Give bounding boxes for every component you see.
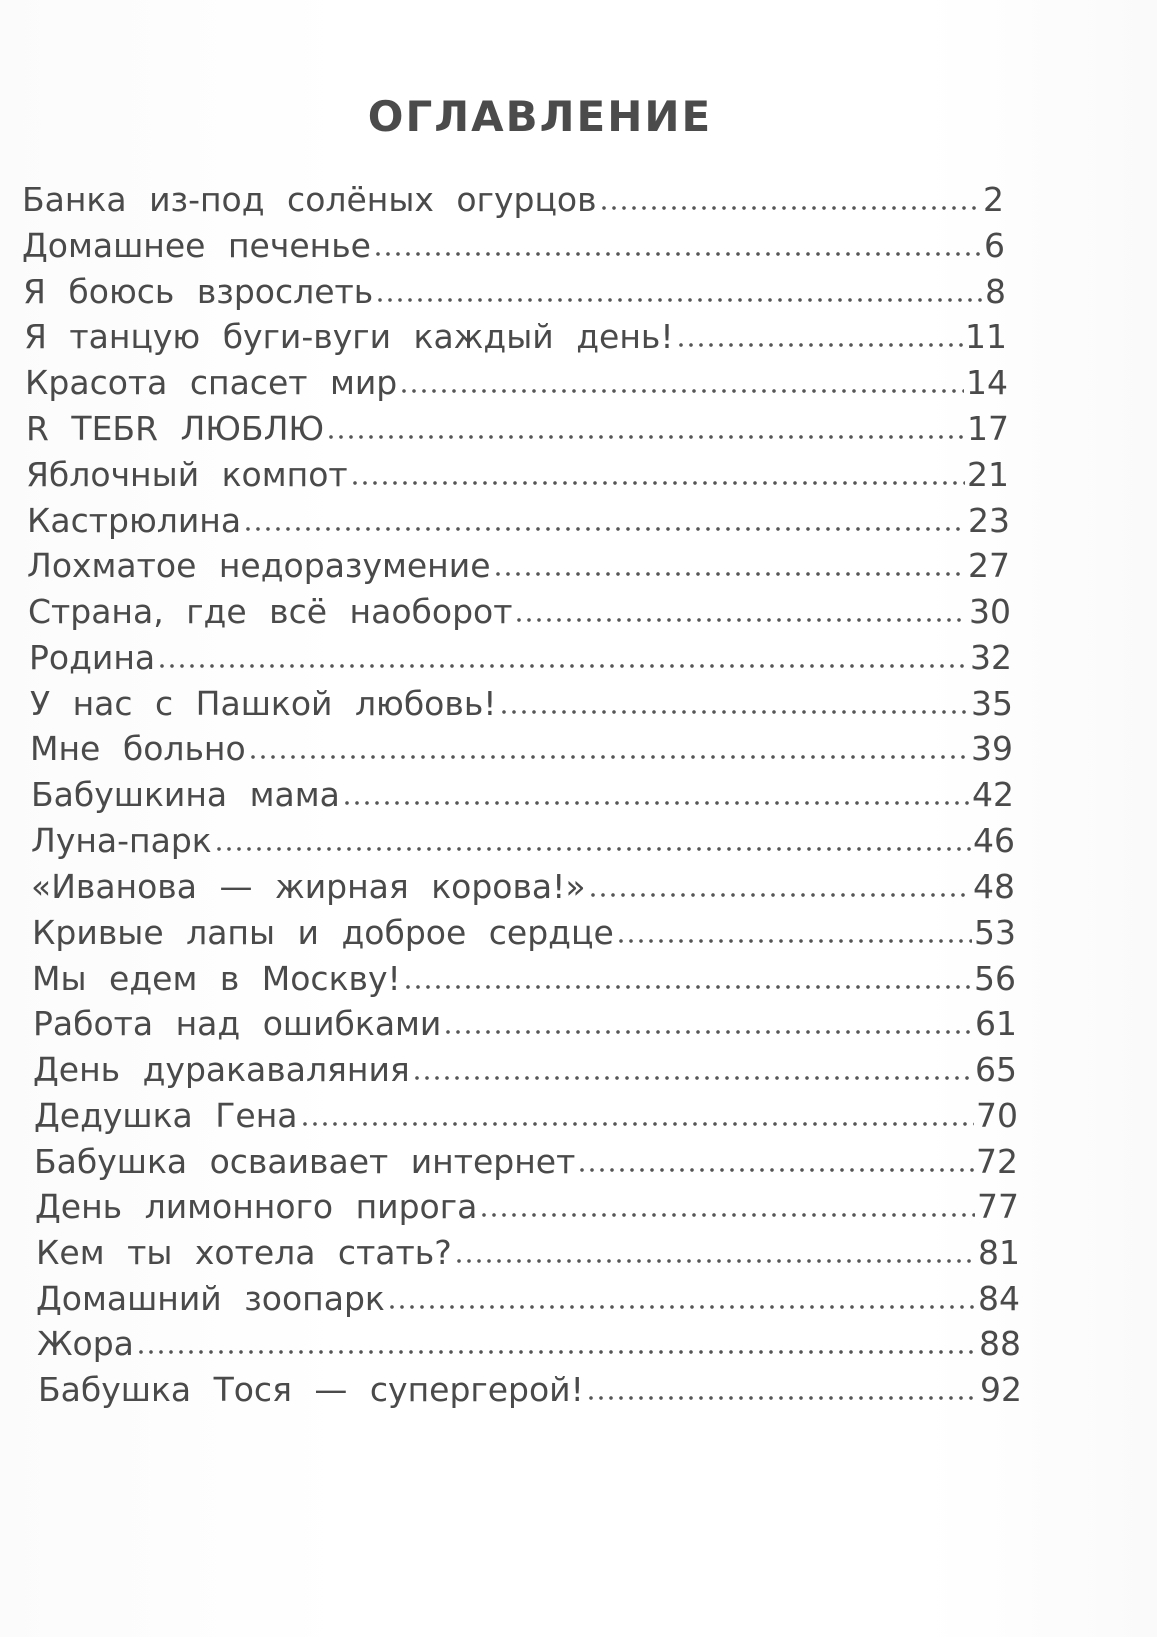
- toc-entry-page: 61: [975, 1004, 1017, 1043]
- toc-entry-page: 48: [973, 867, 1015, 906]
- toc-entry: [31, 771, 1014, 815]
- toc-entry-page: 65: [975, 1050, 1017, 1089]
- toc-entry-page: 27: [968, 546, 1010, 585]
- toc-entry: [26, 451, 1009, 495]
- toc-entry-page: 17: [967, 409, 1009, 448]
- toc-entry-title: «Иванова — жирная корова!»: [31, 867, 586, 906]
- dot-leader: [248, 754, 969, 760]
- dot-leader: [588, 892, 971, 898]
- toc-entry-title: Яблочный компот: [26, 455, 348, 494]
- toc-entry-title: Я боюсь взрослеть: [23, 272, 374, 311]
- toc-entry: [27, 497, 1010, 541]
- toc-entry-page: 32: [970, 638, 1012, 677]
- toc-entry: [30, 725, 1013, 769]
- toc-entry-title: Мы едем в Москву!: [32, 959, 401, 998]
- dot-leader: [243, 526, 966, 532]
- toc-entry-page: 14: [966, 363, 1008, 402]
- toc-entry: [28, 588, 1011, 632]
- toc-entry: [23, 268, 1006, 312]
- toc-entry: [34, 1138, 1018, 1182]
- toc-entry: [33, 1000, 1017, 1044]
- dot-leader: [399, 388, 964, 394]
- toc-entry: [31, 863, 1015, 907]
- toc-entry-page: 88: [979, 1324, 1021, 1363]
- dot-leader: [493, 571, 966, 577]
- toc-entry-title: Банка из-под солёных огурцов: [22, 180, 597, 219]
- toc-entry: [32, 955, 1016, 999]
- dot-leader: [387, 1304, 976, 1310]
- toc-entry: [32, 909, 1016, 953]
- toc-entry: [34, 1092, 1018, 1136]
- dot-leader: [136, 1349, 977, 1355]
- dot-leader: [454, 1258, 976, 1264]
- dot-leader: [499, 709, 970, 715]
- toc-entry-title: Работа над ошибками: [33, 1004, 442, 1043]
- toc-entry-title: Родина: [29, 638, 156, 677]
- toc-entry-title: Дедушка Гена: [34, 1096, 298, 1135]
- page-title: ОГЛАВЛЕНИЕ: [367, 92, 713, 141]
- toc-entry-page: 53: [974, 913, 1016, 952]
- toc-entry: [25, 359, 1008, 403]
- dot-leader: [443, 1029, 973, 1035]
- toc-entry: [37, 1320, 1021, 1364]
- toc-entry-title: Домашнее печенье: [22, 226, 371, 265]
- toc-entry-title: R ТЕБR ЛЮБЛЮ: [26, 409, 325, 448]
- toc-entry-title: Мне больно: [30, 729, 246, 768]
- toc-entry-page: 81: [978, 1233, 1020, 1272]
- dot-leader: [403, 984, 972, 990]
- toc-entry-page: 2: [983, 180, 1004, 219]
- toc-entry: [30, 680, 1013, 724]
- toc-entry-page: 42: [972, 775, 1014, 814]
- toc-entry-page: 30: [969, 592, 1011, 631]
- toc-entry: [27, 542, 1010, 586]
- toc-entry-page: 72: [976, 1142, 1018, 1181]
- toc-entry-title: Бабушка осваивает интернет: [34, 1142, 576, 1181]
- dot-leader: [412, 1075, 973, 1081]
- toc-entry-page: 6: [984, 226, 1005, 265]
- toc-entry-title: Кастрюлина: [27, 501, 242, 540]
- toc-entry-page: 35: [971, 684, 1013, 723]
- toc-entry: [22, 176, 1004, 220]
- dot-leader: [479, 1212, 975, 1218]
- toc-entry-title: Луна-парк: [31, 821, 212, 860]
- toc-entry: [33, 1046, 1017, 1090]
- toc-entry-title: Бабушка Тося — супергерой!: [38, 1370, 584, 1409]
- dot-leader: [300, 1121, 975, 1127]
- toc-entry-page: 8: [985, 272, 1006, 311]
- toc-entry-title: Бабушкина мама: [31, 775, 340, 814]
- toc-entry: [36, 1275, 1020, 1319]
- dot-leader: [157, 663, 968, 669]
- toc-entry: [26, 405, 1009, 449]
- dot-leader: [350, 480, 965, 486]
- dot-leader: [373, 251, 981, 257]
- toc-entry-page: 56: [974, 959, 1016, 998]
- toc-entry: [24, 313, 1007, 357]
- toc-entry-title: Я танцую буги-вуги каждый день!: [24, 317, 674, 356]
- toc-entry-title: Жора: [37, 1324, 134, 1363]
- dot-leader: [375, 297, 982, 303]
- toc-entry: [35, 1183, 1019, 1227]
- dot-leader: [577, 1167, 974, 1173]
- toc-entry-title: У нас с Пашкой любовь!: [30, 684, 497, 723]
- toc-entry-page: 92: [980, 1370, 1022, 1409]
- dot-leader: [514, 617, 967, 623]
- dot-leader: [599, 205, 980, 211]
- toc-entry-page: 11: [965, 317, 1007, 356]
- dot-leader: [616, 938, 972, 944]
- dot-leader: [214, 846, 971, 852]
- toc-entry-page: 77: [977, 1187, 1019, 1226]
- toc-entry-title: День лимонного пирога: [35, 1187, 478, 1226]
- toc-entry-title: Страна, где всё наоборот: [28, 592, 513, 631]
- toc-entry-page: 46: [973, 821, 1015, 860]
- toc-entry-page: 39: [971, 729, 1013, 768]
- dot-leader: [326, 434, 965, 440]
- toc-entry: [29, 634, 1012, 678]
- dot-leader: [676, 342, 963, 348]
- toc-entry-page: 84: [978, 1279, 1020, 1318]
- dot-leader: [342, 800, 970, 806]
- toc-entry: [36, 1229, 1020, 1273]
- toc-entry: [38, 1366, 1022, 1410]
- toc-entry-page: 21: [967, 455, 1009, 494]
- toc-entry-page: 23: [968, 501, 1010, 540]
- toc-entry-page: 70: [976, 1096, 1018, 1135]
- toc-entry-title: Домашний зоопарк: [36, 1279, 385, 1318]
- toc-entry-title: Кем ты хотела стать?: [36, 1233, 452, 1272]
- dot-leader: [586, 1395, 978, 1401]
- toc-entry-title: Кривые лапы и доброе сердце: [32, 913, 614, 952]
- toc-entry: [31, 817, 1015, 861]
- toc-entry-title: День дуракаваляния: [33, 1050, 410, 1089]
- toc-entry-title: Красота спасет мир: [25, 363, 398, 402]
- toc-entry-title: Лохматое недоразумение: [27, 546, 491, 585]
- toc-entry: [22, 222, 1005, 266]
